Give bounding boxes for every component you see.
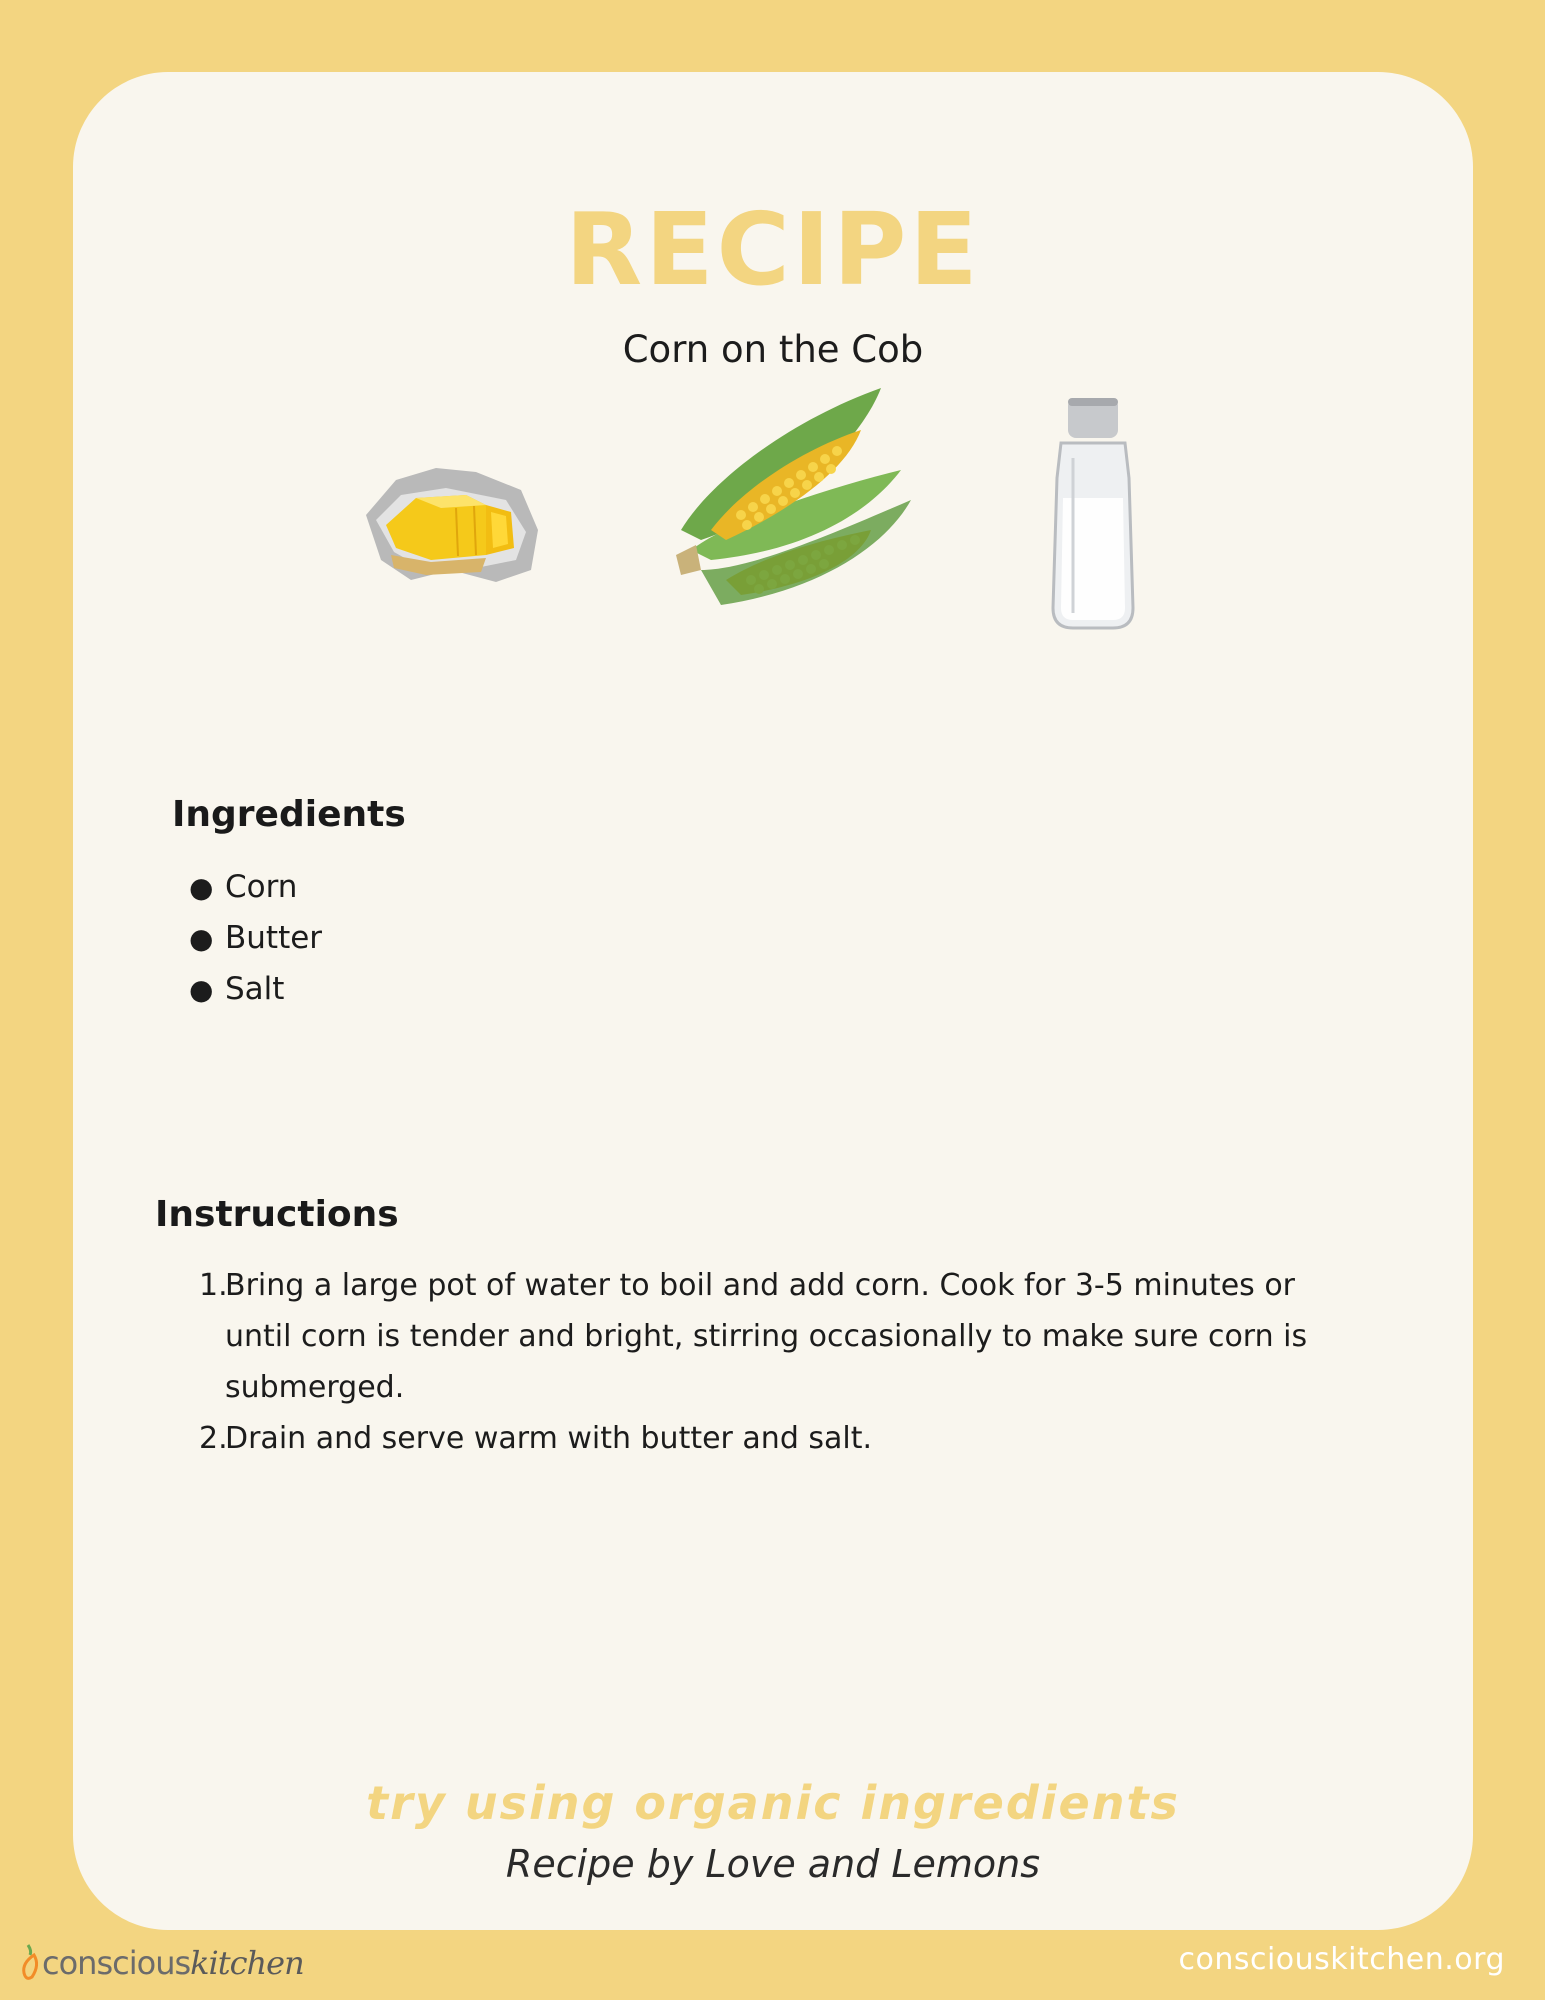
instructions-list bbox=[199, 1260, 1335, 1464]
list-item: ● Corn bbox=[225, 862, 322, 913]
recipe-credit: Recipe by Love and Lemons bbox=[505, 1842, 1041, 1886]
website-link[interactable]: consciouskitchen.org bbox=[1178, 1942, 1505, 1977]
list-item bbox=[199, 1260, 1335, 1413]
list-item bbox=[199, 1413, 1335, 1464]
brand-name-part1: conscious bbox=[42, 1944, 191, 1982]
bullet-icon: ● bbox=[189, 973, 214, 1006]
step-number: 1. bbox=[199, 1268, 228, 1303]
instructions-heading: Instructions bbox=[155, 1194, 399, 1235]
corn-icon bbox=[671, 380, 921, 640]
salt-shaker-icon bbox=[1033, 388, 1153, 638]
brand-name-part2: kitchen bbox=[190, 1944, 304, 1982]
ingredients-heading: Ingredients bbox=[172, 794, 406, 835]
carrot-icon bbox=[20, 1943, 42, 1983]
list-item: ● Salt bbox=[225, 964, 322, 1015]
bullet-icon: ● bbox=[189, 922, 214, 955]
butter-icon bbox=[356, 420, 546, 620]
recipe-card bbox=[73, 72, 1473, 1930]
brand-logo bbox=[20, 1940, 304, 1986]
step-number: 2. bbox=[199, 1421, 228, 1456]
bullet-icon: ● bbox=[189, 871, 214, 904]
step-text: Bring a large pot of water to boil and add corn. Cook for 3-5 minutes or until corn is tender and bright, stirring occasionally to make sure corn is submerged. bbox=[225, 1268, 1308, 1405]
tagline: try using organic ingredients bbox=[366, 1776, 1180, 1830]
list-item: ● Butter bbox=[225, 913, 322, 964]
ingredients-list bbox=[189, 862, 323, 1015]
page-title: RECIPE bbox=[565, 191, 981, 308]
recipe-name: Corn on the Cob bbox=[622, 328, 924, 371]
step-text: Drain and serve warm with butter and salt. bbox=[225, 1421, 873, 1456]
